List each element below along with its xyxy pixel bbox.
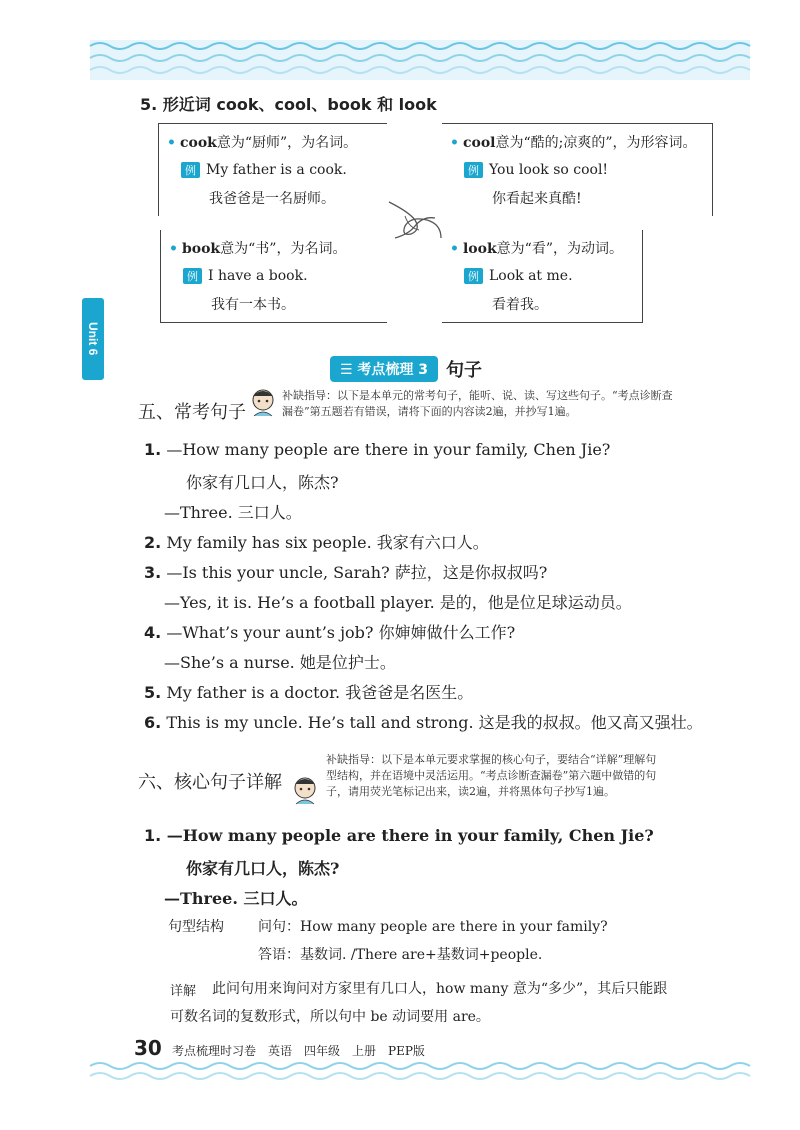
section-six-title: 六、核心句子详解 <box>138 772 282 793</box>
sentence-3: 3. —Is this your uncle, Sarah? 萨拉，这是你叔叔吗? <box>144 563 548 582</box>
explain-line-2: 可数名词的复数形式，所以句中 be 动词要用 are。 <box>170 1009 490 1025</box>
example-tag: 例 <box>183 268 202 284</box>
meaning: 意为“厨师”，为名词。 <box>216 135 358 151</box>
bullet-icon: • <box>169 241 178 257</box>
example-cn: 看着我。 <box>492 297 548 313</box>
header-word: 句子 <box>446 360 483 381</box>
core-sentence-1: 1. —How many people are there in your family, Chen Jie? <box>144 826 654 845</box>
explain-line-1: 此问句用来询问对方家里有几口人，how many 意为“多少”，其后只能跟 <box>212 981 668 997</box>
footer-text: 考点梳理时习卷 英语 四年级 上册 PEP版 <box>172 1044 425 1058</box>
student-avatar-icon <box>248 386 278 420</box>
header-pill: ☰ 考点梳理 3 <box>330 356 438 382</box>
swirl-decoration-icon <box>385 192 445 248</box>
section-five-note-1: 补缺指导：以下是本单元的常考句子，能听、说、读、写这些句子。“考点诊断查 <box>282 389 673 402</box>
section-six-note-2: 型结构，并在语境中灵活运用。“考点诊断查漏卷”第六题中做错的句 <box>326 769 657 782</box>
word: book <box>181 241 221 257</box>
core-sentence-1-answer: —Three. 三口人。 <box>164 889 308 908</box>
section-five-title: 五、常考句子 <box>138 402 246 423</box>
sentence-4: 4. —What’s your aunt’s job? 你婶婶做什么工作? <box>144 623 516 642</box>
section-five-note-2: 漏卷”第五题若有错误，请将下面的内容读2遍，并抄写1遍。 <box>282 405 577 418</box>
meaning: 意为“书”，为名词。 <box>220 241 347 257</box>
example-en: Look at me. <box>489 268 573 284</box>
section-header-3 <box>330 356 482 382</box>
bullet-icon: • <box>450 241 459 257</box>
example-en: You look so cool! <box>489 162 609 178</box>
sentence-4-answer: —She’s a nurse. 她是位护士。 <box>164 653 396 672</box>
section-six-note-3: 子，请用荧光笔标记出来，读2遍，并将黑体句子抄写1遍。 <box>326 785 615 798</box>
sentence-1-cn: 你家有几口人，陈杰? <box>186 473 339 492</box>
structure-label: 句型结构 <box>168 919 224 935</box>
word-box-look <box>442 230 643 323</box>
sentence-1: 1. —How many people are there in your family, Chen Jie? <box>144 440 611 459</box>
meaning: 意为“看”，为动词。 <box>496 241 623 257</box>
example-cn: 我有一本书。 <box>211 297 295 313</box>
word-box-book <box>160 230 387 323</box>
word-box-cool <box>442 123 713 216</box>
example-cn: 你看起来真酷! <box>492 191 582 207</box>
example-cn: 我爸爸是一名厨师。 <box>209 191 335 207</box>
bullet-icon: • <box>167 135 176 151</box>
sentence-5: 5. My father is a doctor. 我爸爸是名医生。 <box>144 683 474 702</box>
unit-tab: Unit 6 <box>82 298 104 380</box>
student-avatar-icon <box>290 774 320 808</box>
bullet-icon: • <box>450 135 459 151</box>
sentence-2: 2. My family has six people. 我家有六口人。 <box>144 533 489 552</box>
top-wave-decoration <box>0 32 800 88</box>
example-tag: 例 <box>464 268 483 284</box>
core-sentence-1-cn: 你家有几口人，陈杰? <box>186 859 340 878</box>
sentence-1-answer: —Three. 三口人。 <box>164 503 302 522</box>
section-six-note-1: 补缺指导：以下是本单元要求掌握的核心句子，要结合“详解”理解句 <box>326 753 657 766</box>
example-tag: 例 <box>464 162 483 178</box>
structure-answer: 答语：基数词. /There are+基数词+people. <box>258 947 543 963</box>
word: cook <box>179 135 217 151</box>
structure-question: 问句：How many people are there in your family? <box>258 919 608 935</box>
sentence-6: 6. This is my uncle. He’s tall and strong. 这是我的叔叔。他又高又强壮。 <box>144 713 703 732</box>
example-tag: 例 <box>181 162 200 178</box>
explain-label: 详解 <box>170 984 197 999</box>
word: cool <box>462 135 496 151</box>
word: look <box>462 241 497 257</box>
page-number: 30 <box>134 1036 162 1060</box>
example-en: My father is a cook. <box>206 162 347 178</box>
meaning: 意为“酷的;凉爽的”，为形容词。 <box>495 135 697 151</box>
section5-title: 5. 形近词 cook、cool、book 和 look <box>140 95 437 114</box>
sentence-3-answer: —Yes, it is. He’s a football player. 是的，他是位足球运动员。 <box>164 593 632 612</box>
word-box-cook <box>158 123 387 216</box>
example-en: I have a book. <box>208 268 308 284</box>
